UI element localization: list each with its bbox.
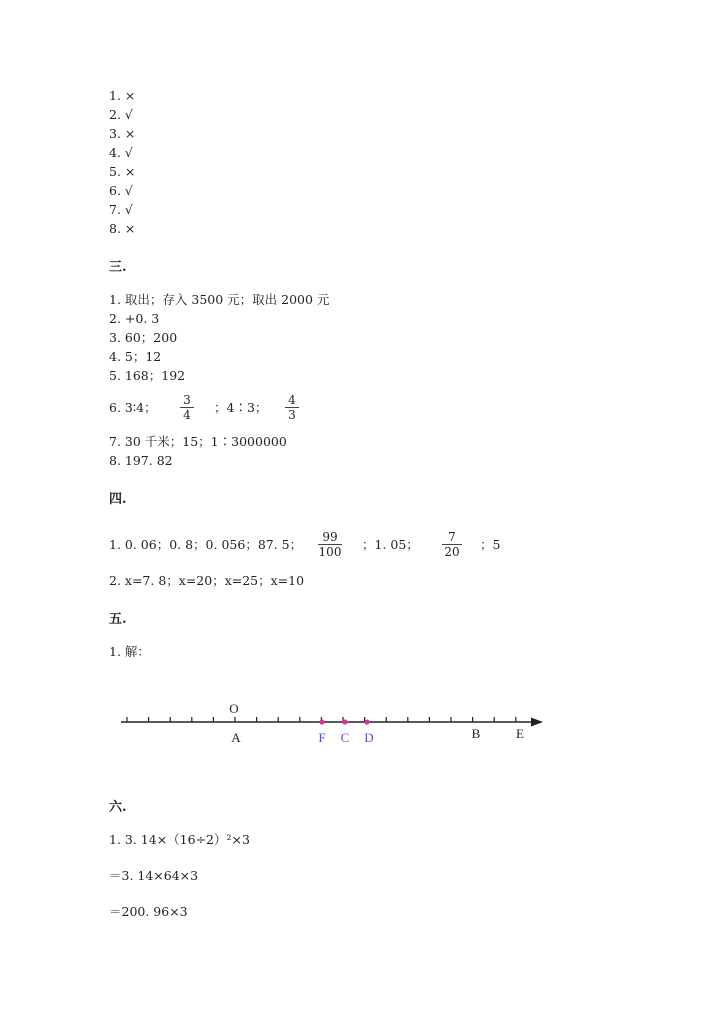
- answer-line: 2. x=7. 8；x=20；x=25；x=10: [109, 573, 305, 588]
- number-line: [115, 695, 555, 755]
- answer-line: 6. √: [109, 183, 133, 198]
- answer-line: 1. ×: [109, 88, 136, 103]
- label-a: A: [231, 730, 241, 745]
- label-o: O: [229, 701, 239, 716]
- answer-line: 7. 30 千米；15；1∶3000000: [109, 434, 287, 449]
- label-f: F: [318, 730, 326, 745]
- fraction-denominator: 3: [288, 408, 296, 422]
- answer-line: 4. 5；12: [109, 349, 162, 364]
- fraction: [318, 530, 342, 559]
- section-heading-5: 五.: [109, 612, 127, 627]
- answer-line: 8. ×: [109, 221, 136, 236]
- section-heading-3: 三.: [109, 260, 127, 275]
- answer-line-1-prefix: 1. 0. 06；0. 8；0. 056；87. 5；: [109, 537, 303, 552]
- answer-line: 1. 解：: [109, 644, 150, 659]
- answer-line: 4. √: [109, 145, 133, 160]
- answer-line: 7. √: [109, 202, 133, 217]
- label-c: C: [340, 730, 350, 745]
- label-e: E: [516, 726, 524, 741]
- fraction: [285, 393, 299, 422]
- answer-line: 3. 60；200: [109, 330, 178, 345]
- answer-line: 2. +0. 3: [109, 311, 160, 326]
- fraction-numerator: 4: [285, 393, 299, 408]
- point-d: [364, 719, 369, 724]
- fraction: [442, 530, 462, 559]
- label-b: B: [471, 726, 481, 741]
- fraction-denominator: 20: [444, 545, 460, 559]
- answer-line-6-middle: ；4∶3；: [214, 400, 268, 415]
- answer-line-6-prefix: 6. 3∶4；: [109, 400, 157, 415]
- point-f: [319, 719, 324, 724]
- fraction-numerator: 99: [318, 530, 342, 545]
- answer-line: 2. √: [109, 107, 133, 122]
- answer-line: 3. ×: [109, 126, 136, 141]
- point-c: [342, 719, 347, 724]
- label-d: D: [364, 730, 374, 745]
- answer-line: ＝200. 96×3: [109, 904, 188, 919]
- fraction-denominator: 100: [318, 545, 342, 559]
- section-heading-6: 六.: [109, 800, 127, 815]
- answer-line: ＝3. 14×64×3: [109, 868, 199, 883]
- answer-line: 8. 197. 82: [109, 453, 173, 468]
- axis-arrow-icon: [531, 718, 543, 727]
- section-heading-4: 四.: [109, 492, 127, 507]
- answer-line-1-suffix: ；5: [480, 537, 501, 552]
- answer-line-1-middle: ；1. 05；: [362, 537, 419, 552]
- fraction-numerator: 3: [180, 393, 194, 408]
- answer-line: 1. 3. 14×（16÷2）²×3: [109, 832, 250, 847]
- answer-line: 5. 168；192: [109, 368, 186, 383]
- fraction-denominator: 4: [183, 408, 191, 422]
- answer-line: 1. 取出；存入 3500 元；取出 2000 元: [109, 292, 330, 307]
- fraction-numerator: 7: [442, 530, 462, 545]
- fraction: [180, 393, 194, 422]
- answer-line: 5. ×: [109, 164, 136, 179]
